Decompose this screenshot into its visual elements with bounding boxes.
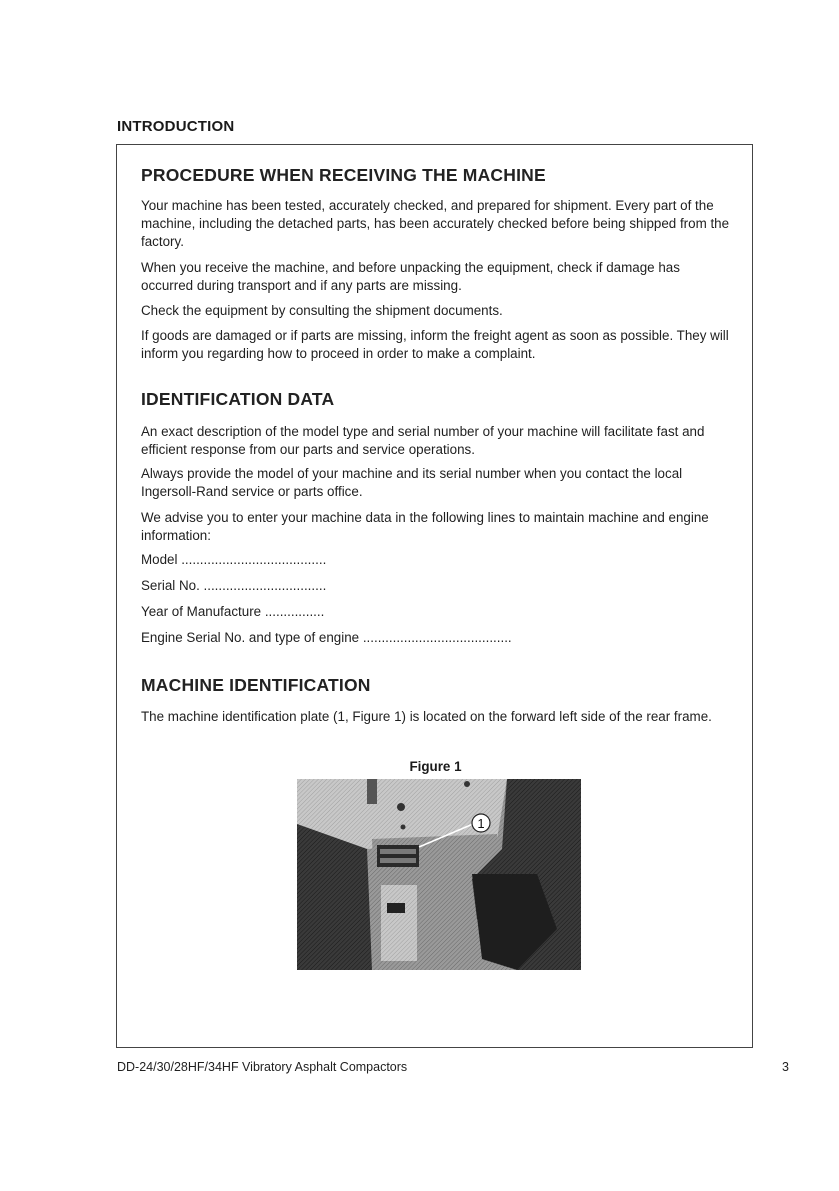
field-model: Model .......................................	[141, 552, 327, 567]
procedure-paragraph-2: When you receive the machine, and before unpacking the equipment, check if damage has occurred during transport and if any parts are missing.	[141, 260, 680, 293]
identification-title: IDENTIFICATION DATA	[141, 389, 335, 409]
identification-paragraph-2: Always provide the model of your machine and its serial number when you contact the local Ingersoll-Rand service or parts office.	[141, 466, 683, 499]
identification-paragraph-3: We advise you to enter your machine data in the following lines to maintain machine and engine information:	[141, 510, 709, 543]
procedure-paragraph-3: Check the equipment by consulting the shipment documents.	[141, 303, 503, 318]
section-heading: INTRODUCTION	[117, 118, 235, 135]
procedure-paragraph-1: Your machine has been tested, accurately checked, and prepared for shipment. Every part of the machine, including the detached parts, has been accurately checked before being shipped from the factory.	[141, 198, 730, 249]
figure-1-photo	[297, 779, 581, 970]
procedure-paragraph-4: If goods are damaged or if parts are missing, inform the freight agent as soon as possible. They will inform you regarding how to proceed in order to make a complaint.	[141, 328, 729, 361]
content-frame	[116, 144, 753, 1048]
field-year-of-manufacture: Year of Manufacture ................	[141, 604, 325, 619]
machine-identification-paragraph: The machine identification plate (1, Figure 1) is located on the forward left side of the rear frame.	[141, 709, 712, 724]
field-serial-no: Serial No. .................................	[141, 578, 327, 593]
machine-identification-title: MACHINE IDENTIFICATION	[141, 675, 371, 695]
figure-caption: Figure 1	[409, 759, 462, 774]
callout-number: 1	[477, 816, 485, 831]
procedure-title: PROCEDURE WHEN RECEIVING THE MACHINE	[141, 165, 546, 185]
identification-paragraph-1: An exact description of the model type and serial number of your machine will facilitate fast and efficient response from our parts and service operations.	[141, 424, 705, 457]
field-engine-serial: Engine Serial No. and type of engine ........................................	[141, 630, 512, 645]
footer-document-title: DD-24/30/28HF/34HF Vibratory Asphalt Compactors	[117, 1060, 408, 1074]
page-number: 3	[782, 1060, 789, 1074]
